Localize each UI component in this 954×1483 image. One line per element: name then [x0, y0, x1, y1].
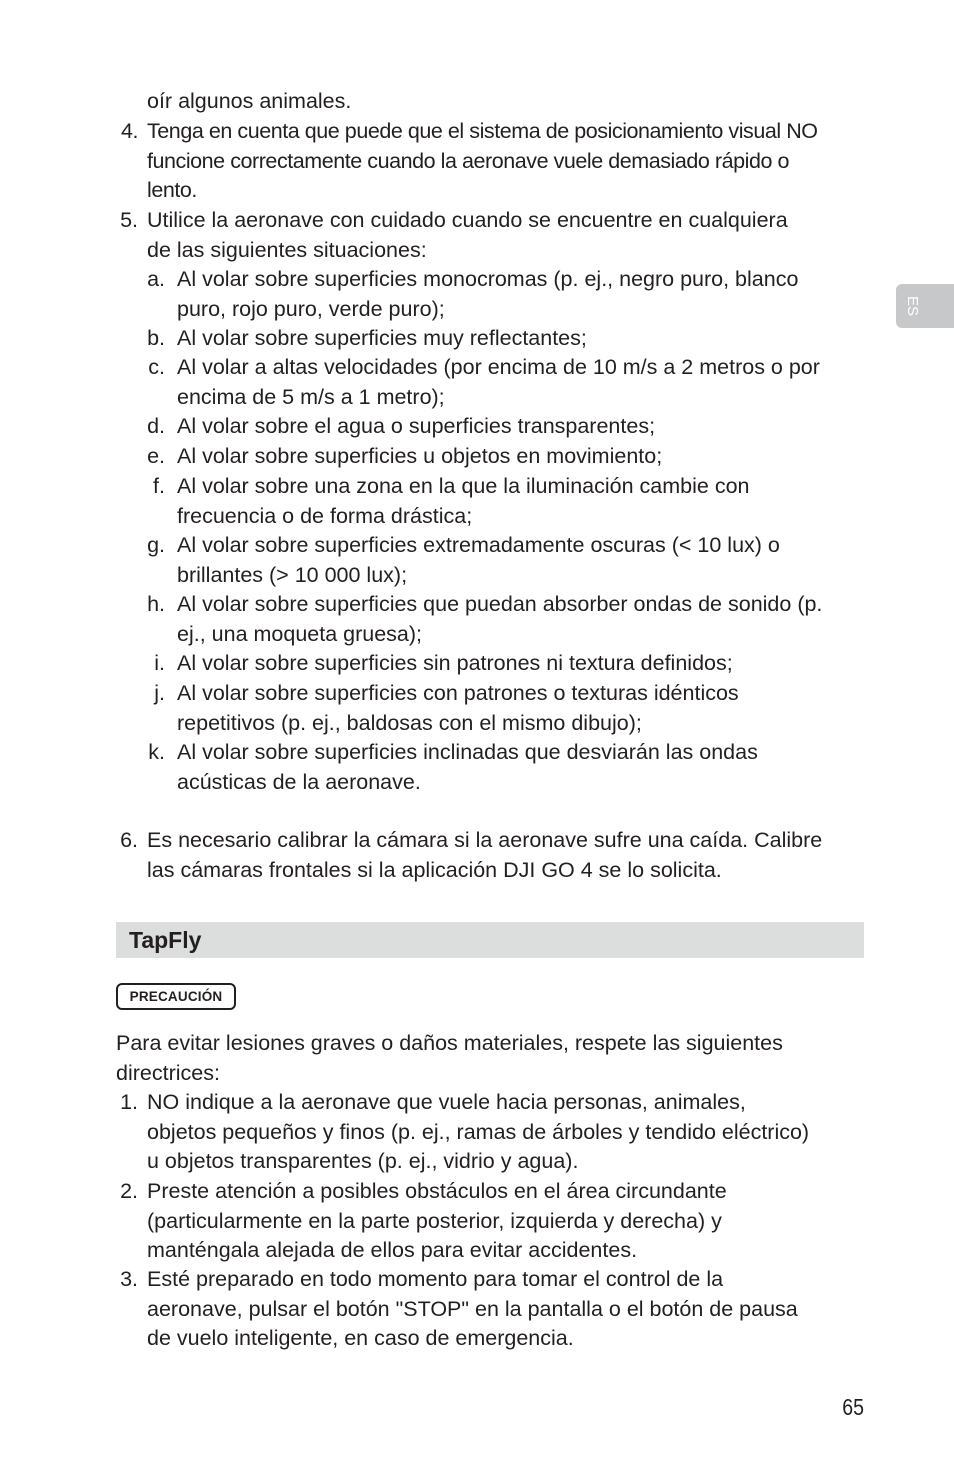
sub-item-c — [145, 353, 868, 412]
text-line: Al volar sobre el agua o superficies transparentes; — [177, 414, 656, 438]
text-line: Es necesario calibrar la cámara si la aeronave sufre una caída. Calibre — [147, 828, 823, 852]
sub-item-d — [145, 412, 868, 442]
page-number: 65 — [842, 1394, 864, 1420]
caution-item-1 — [116, 1088, 868, 1177]
sub-item-g — [145, 531, 868, 590]
sub-item-i — [145, 649, 868, 679]
text-line: de las siguientes situaciones: — [147, 237, 427, 262]
sub-item-b — [145, 324, 868, 354]
sub-letter: k. — [148, 740, 165, 764]
text-line: NO indique a la aeronave que vuele hacia personas, animales, — [147, 1090, 746, 1114]
text-line: Al volar sobre superficies que puedan absorber ondas de sonido (p. — [177, 592, 823, 616]
text-line: Al volar sobre una zona en la que la iluminación cambie con — [177, 474, 750, 498]
sub-item-k — [145, 738, 868, 797]
list-item-5 — [116, 206, 868, 265]
sub-letter: g. — [147, 533, 165, 557]
text-line: Al volar sobre superficies sin patrones ni textura definidos; — [177, 651, 733, 675]
text-line: directrices: — [116, 1060, 220, 1085]
sub-item-h — [145, 590, 868, 649]
text-line: funcione correctamente cuando la aeronave vuele demasiado rápido o — [147, 148, 790, 173]
text-line: encima de 5 m/s a 1 metro); — [177, 384, 445, 409]
list-number: 6. — [120, 828, 138, 852]
text-line: acústicas de la aeronave. — [177, 769, 421, 794]
text-line: brillantes (> 10 000 lux); — [177, 562, 408, 587]
text-line: u objetos transparentes (p. ej., vidrio y agua). — [147, 1149, 579, 1174]
sub-letter: h. — [147, 592, 165, 616]
sub-item-e — [145, 442, 868, 472]
text-line: Al volar sobre superficies extremadamente oscuras (< 10 lux) o — [177, 533, 780, 557]
language-tab-label: ES — [904, 295, 921, 316]
sub-letter: i. — [154, 651, 165, 675]
sub-letter: e. — [147, 444, 165, 468]
sub-letter: b. — [147, 326, 165, 350]
text-line: Al volar sobre superficies con patrones o texturas idénticos — [177, 681, 739, 705]
text-line: lento. — [147, 178, 197, 203]
intro-paragraph — [116, 1029, 868, 1088]
text-line: Esté preparado en todo momento para tomar el control de la — [147, 1267, 724, 1291]
sub-item-a — [145, 265, 868, 324]
text-line: manténgala alejada de ellos para evitar accidentes. — [147, 1238, 638, 1263]
list-number: 5. — [120, 208, 138, 232]
text-line: aeronave, pulsar el botón "STOP" en la pantalla o el botón de pausa — [147, 1296, 798, 1321]
text-line: las cámaras frontales si la aplicación DJI GO 4 se lo solicita. — [147, 857, 722, 882]
list-continuation — [147, 87, 867, 117]
sub-letter: c. — [148, 355, 165, 379]
text-line: Tenga en cuenta que puede que el sistema de posicionamiento visual NO — [147, 119, 818, 143]
text-line: repetitivos (p. ej., baldosas con el mismo dibujo); — [177, 710, 642, 735]
section-heading-bar — [116, 922, 864, 958]
sub-item-j — [145, 679, 868, 738]
text-line: frecuencia o de forma drástica; — [177, 503, 473, 528]
list-number: 2. — [120, 1179, 138, 1203]
caution-item-2 — [116, 1177, 868, 1266]
caution-badge: PRECAUCIÓN — [116, 983, 236, 1010]
list-item-4 — [116, 117, 868, 206]
list-number: 4. — [120, 119, 138, 143]
text-line: de vuelo inteligente, en caso de emergencia. — [147, 1326, 574, 1351]
text-line: Al volar sobre superficies muy reflectantes; — [177, 326, 587, 350]
list-number: 3. — [120, 1267, 138, 1291]
text-line: Al volar a altas velocidades (por encima de 10 m/s a 2 metros o por — [177, 355, 820, 379]
sub-letter: a. — [147, 267, 165, 291]
section-title: TapFly — [129, 927, 202, 953]
text-line: Al volar sobre superficies u objetos en movimiento; — [177, 444, 663, 468]
text-line: ej., una moqueta gruesa); — [177, 621, 423, 646]
text-line: Al volar sobre superficies inclinadas que desviarán las ondas — [177, 740, 758, 764]
list-item-6 — [116, 826, 868, 885]
text-line: Al volar sobre superficies monocromas (p. ej., negro puro, blanco — [177, 267, 799, 291]
language-tab — [896, 284, 954, 328]
text-line: Para evitar lesiones graves o daños materiales, respete las siguientes — [116, 1031, 783, 1055]
text-line: Utilice la aeronave con cuidado cuando se encuentre en cualquiera — [147, 208, 788, 232]
text-line: oír algunos animales. — [147, 89, 352, 113]
sub-item-f — [145, 472, 868, 531]
sub-letter: j. — [154, 681, 165, 705]
sub-letter: d. — [147, 414, 165, 438]
text-line: puro, rojo puro, verde puro); — [177, 296, 445, 321]
text-line: (particularmente en la parte posterior, izquierda y derecha) y — [147, 1208, 722, 1233]
list-number: 1. — [120, 1090, 138, 1114]
text-line: Preste atención a posibles obstáculos en el área circundante — [147, 1179, 727, 1203]
caution-item-3 — [116, 1265, 868, 1354]
text-line: objetos pequeños y finos (p. ej., ramas de árboles y tendido eléctrico) — [147, 1119, 810, 1144]
sub-letter: f. — [153, 474, 165, 498]
